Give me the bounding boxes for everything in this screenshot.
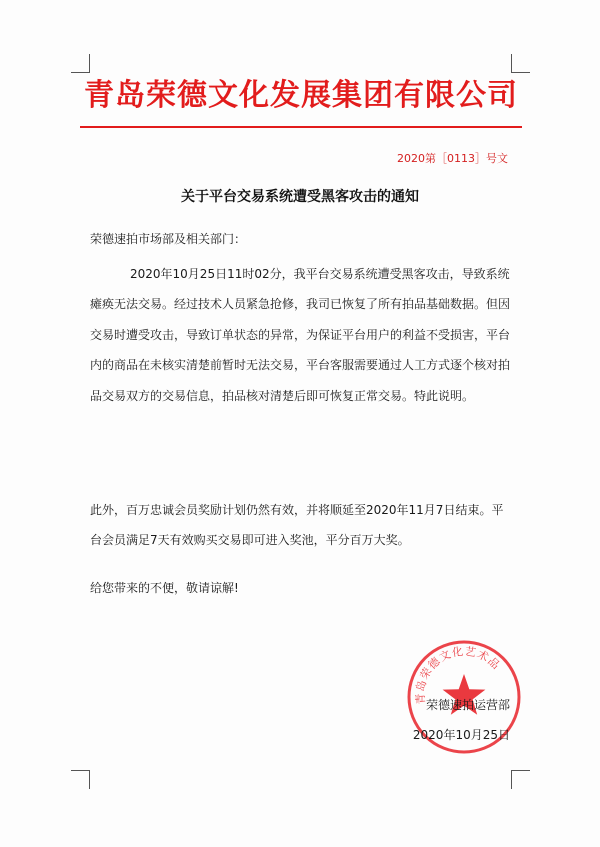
signing-date: 2020年10月25日 xyxy=(412,728,510,742)
paragraph-apology: 给您带来的不便，敬请谅解! xyxy=(90,581,239,595)
crop-mark-bottom-left xyxy=(71,770,90,789)
paragraph-reward-plan: 此外，百万忠诚会员奖励计划仍然有效，并将顺延至2020年11月7日结束。平台会员满足7天有效购买交易即可进入奖池，平分百万大奖。 xyxy=(90,503,504,548)
organization-title: 青岛荣德文化发展集团有限公司 xyxy=(84,78,518,113)
seal-text: 青岛荣德文化艺术品 xyxy=(413,644,503,705)
crop-mark-top-left xyxy=(71,54,90,73)
crop-mark-bottom-right xyxy=(511,770,530,789)
signing-department: 荣德速拍运营部 xyxy=(425,698,510,712)
document-number: 2020第［0113］号文 xyxy=(397,152,508,165)
crop-mark-top-right xyxy=(511,54,530,73)
paragraph-incident: 2020年10月25日11时02分，我平台交易系统遭受黑客攻击，导致系统瘫痪无法交易。经过技术人员紧急抢修，我司已恢复了所有拍品基础数据。但因交易时遭受攻击，导致订单状态的异常，为保证平台用户的利益不受损害，平台内的商品在未核实清楚前暂时无法交易，平台客服需要通过人工方式逐个核对拍品交易双方的交易信息，拍品核对清楚后即可恢复正常交易。特此说明。 xyxy=(90,267,511,403)
notice-heading: 关于平台交易系统遭受黑客攻击的通知 xyxy=(181,189,419,205)
header-divider xyxy=(80,126,522,128)
addressee: 荣德速拍市场部及相关部门： xyxy=(90,232,247,246)
